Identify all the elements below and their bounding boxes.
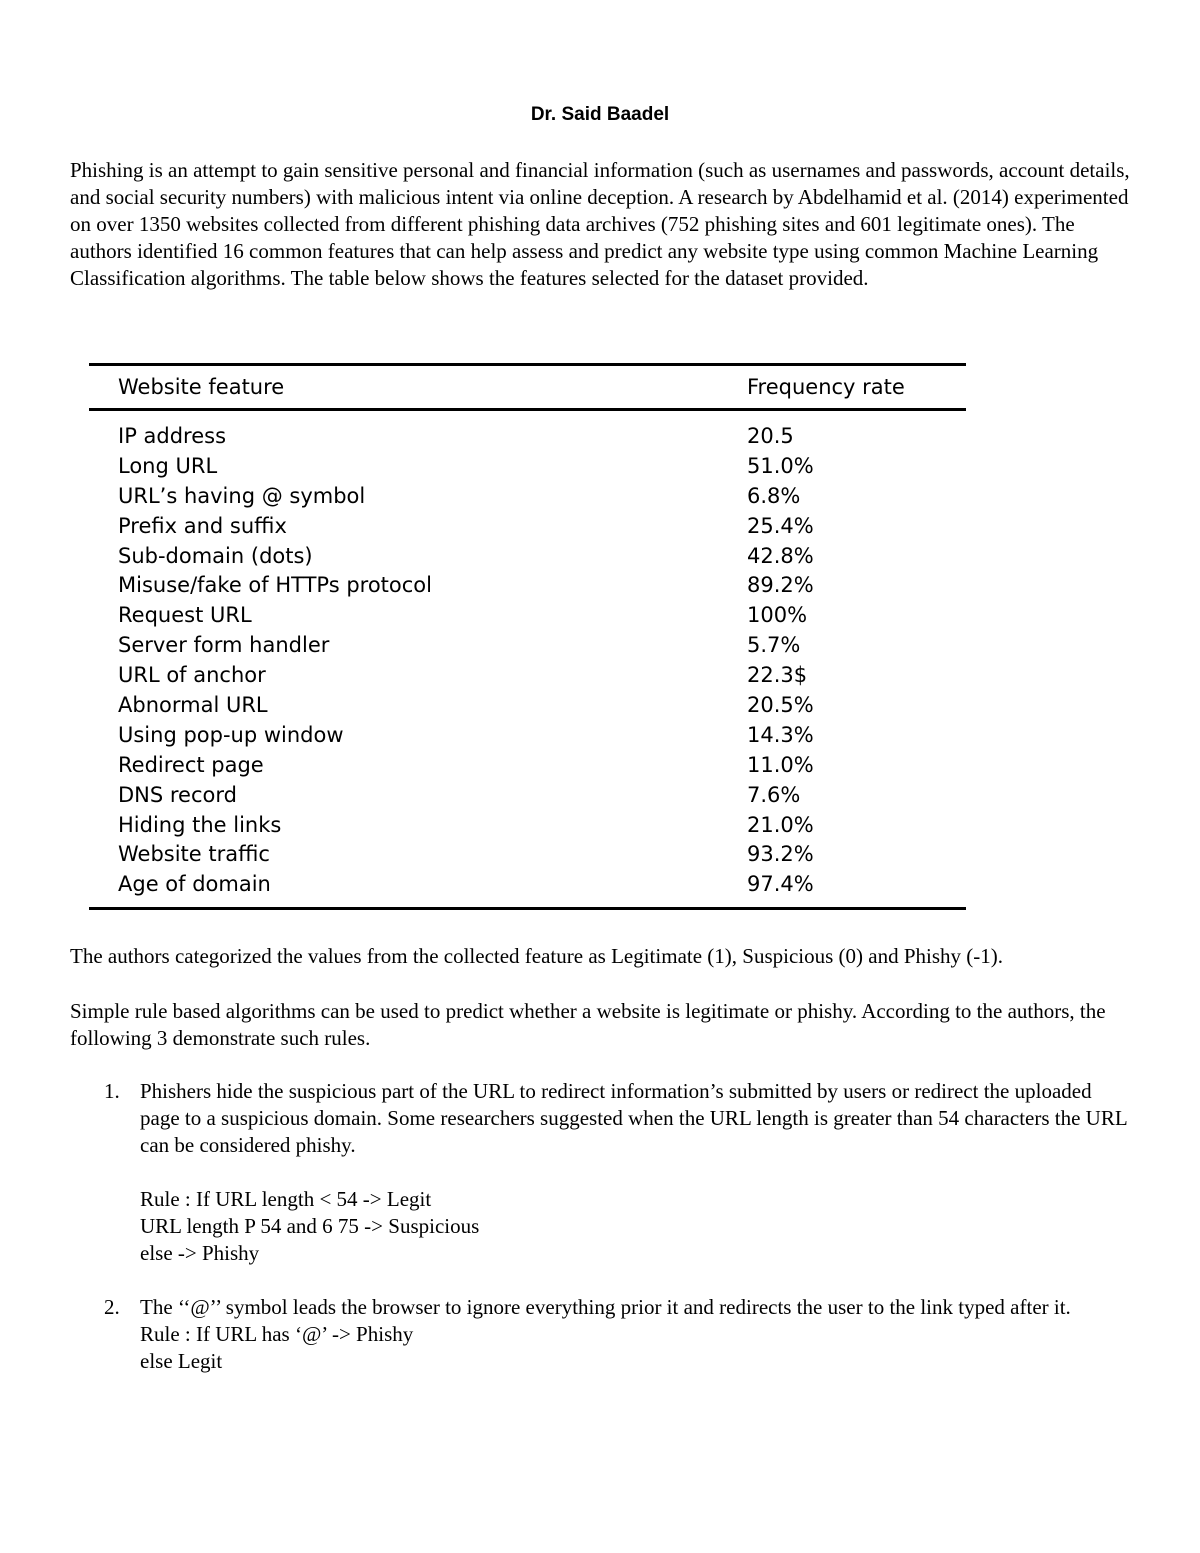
feature-cell: Misuse/fake of HTTPs protocol	[118, 573, 432, 598]
features-table	[89, 363, 966, 910]
rule-description: The ‘‘@’’ symbol leads the browser to ignore everything prior it and redirects the user to the link typed after it.	[140, 1295, 1071, 1319]
table-row	[89, 541, 966, 571]
rule-block	[140, 1321, 1130, 1375]
table-row	[89, 810, 966, 840]
feature-cell: Server form handler	[118, 633, 330, 658]
rule-line: else -> Phishy	[140, 1241, 260, 1265]
header-website-feature: Website feature	[118, 375, 285, 399]
feature-cell: Redirect page	[118, 752, 264, 777]
rule-line: else Legit	[140, 1349, 223, 1373]
table-row	[89, 839, 966, 869]
feature-cell: Using pop-up window	[118, 722, 344, 747]
feature-cell: URL of anchor	[118, 663, 266, 688]
table-body	[89, 411, 966, 907]
table-row	[89, 481, 966, 511]
feature-cell: Prefix and suffix	[118, 513, 287, 538]
table-row	[89, 750, 966, 780]
list-number: 2.	[104, 1295, 120, 1319]
feature-cell: URL’s having @ symbol	[118, 483, 366, 508]
rule-block	[140, 1186, 1130, 1267]
rate-cell: 14.3%	[747, 722, 814, 747]
list-number: 1.	[104, 1079, 120, 1103]
feature-cell: Sub-domain (dots)	[118, 543, 313, 568]
rate-cell: 20.5	[747, 423, 794, 448]
table-header-row	[89, 366, 966, 408]
rate-cell: 42.8%	[747, 543, 814, 568]
rate-cell: 93.2%	[747, 842, 814, 867]
rate-cell: 7.6%	[747, 782, 801, 807]
rate-cell: 6.8%	[747, 483, 801, 508]
rate-cell: 22.3$	[747, 663, 808, 688]
table-row	[89, 570, 966, 600]
rule-line: Rule : If URL has ‘@’ -> Phishy	[140, 1322, 414, 1346]
rate-cell: 5.7%	[747, 633, 801, 658]
table-row	[89, 660, 966, 690]
rule-list-item-1	[70, 1078, 1130, 1267]
rate-cell: 100%	[747, 603, 808, 628]
table-row	[89, 690, 966, 720]
feature-cell: Request URL	[118, 603, 252, 628]
table-row	[89, 720, 966, 750]
feature-cell: Long URL	[118, 453, 218, 478]
feature-cell: Hiding the links	[118, 812, 282, 837]
rate-cell: 20.5%	[747, 692, 814, 717]
table-bottom-rule	[89, 907, 966, 910]
simple-rules-paragraph: Simple rule based algorithms can be used to predict whether a website is legitimate or phishy. According to the authors, the following 3 demonstrate such rules.	[70, 999, 1106, 1050]
table-row	[89, 869, 966, 899]
feature-cell: Website traffic	[118, 842, 270, 867]
header-frequency-rate: Frequency rate	[747, 375, 905, 399]
table-row	[89, 421, 966, 451]
rule-line: URL length P 54 and 6 75 -> Suspicious	[140, 1214, 480, 1238]
rate-cell: 25.4%	[747, 513, 814, 538]
document-title: Dr. Said Baadel	[530, 104, 670, 125]
rate-cell: 11.0%	[747, 752, 814, 777]
rate-cell: 97.4%	[747, 872, 814, 897]
table-row	[89, 780, 966, 810]
rate-cell: 21.0%	[747, 812, 814, 837]
rule-line: Rule : If URL length < 54 -> Legit	[140, 1187, 432, 1211]
rule-description: Phishers hide the suspicious part of the URL to redirect information’s submitted by users or redirect the uploaded page to a suspicious domain. Some researchers suggested when the URL length is greater than 54 characters the URL can be considered phishy.	[140, 1079, 1127, 1157]
rule-list-item-2	[70, 1294, 1130, 1375]
feature-cell: DNS record	[118, 782, 237, 807]
table-row	[89, 630, 966, 660]
rate-cell: 51.0%	[747, 453, 814, 478]
rate-cell: 89.2%	[747, 573, 814, 598]
table-row	[89, 600, 966, 630]
categorized-paragraph: The authors categorized the values from the collected feature as Legitimate (1), Suspicious (0) and Phishy (-1).	[70, 944, 1004, 968]
feature-cell: Age of domain	[118, 872, 271, 897]
table-row	[89, 511, 966, 541]
table-row	[89, 451, 966, 481]
intro-paragraph: Phishing is an attempt to gain sensitive personal and financial information (such as usernames and passwords, account details, and social security numbers) with malicious intent via online deception. A research by Abdelhamid et al. (2014) experimented on over 1350 websites collected from different phishing data archives (752 phishing sites and 601 legitimate ones). The authors identified 16 common features that can help assess and predict any website type using common Machine Learning Classification algorithms. The table below shows the features selected for the dataset provided.	[70, 158, 1130, 290]
feature-cell: Abnormal URL	[118, 692, 268, 717]
feature-cell: IP address	[118, 423, 227, 448]
